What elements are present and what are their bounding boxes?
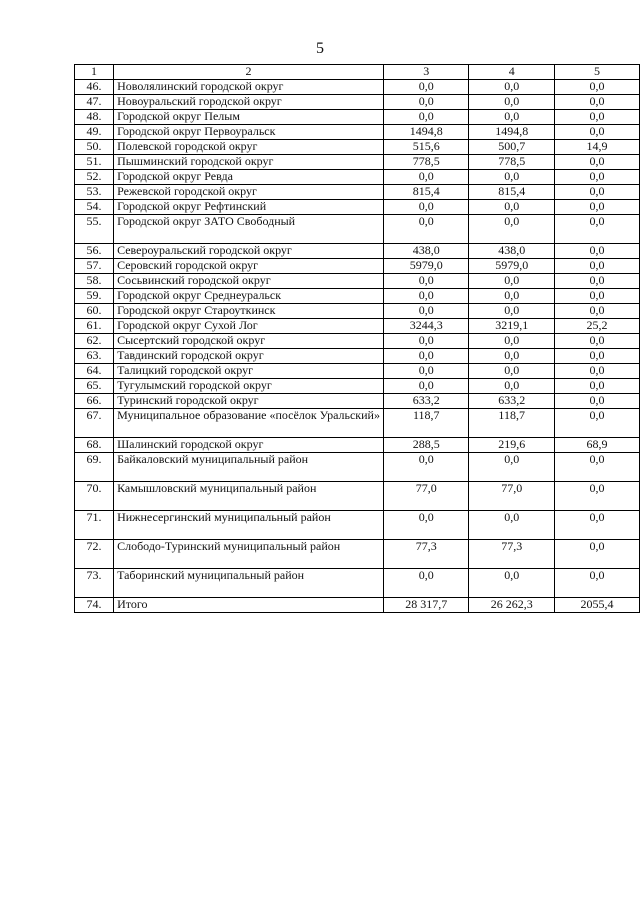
table-row [75,409,640,438]
header-cell-2: 2 [114,65,384,80]
row-number: 55. [75,215,114,244]
municipality-name: Таборинский муниципальный район [114,569,384,598]
row-number: 46. [75,80,114,95]
value-col5: 0,0 [554,155,639,170]
row-number: 65. [75,379,114,394]
table-row [75,95,640,110]
row-number: 56. [75,244,114,259]
value-col4: 0,0 [469,453,554,482]
row-number: 51. [75,155,114,170]
value-col3: 0,0 [383,95,468,110]
row-number: 47. [75,95,114,110]
table-row [75,289,640,304]
value-col5: 0,0 [554,304,639,319]
value-col4: 26 262,3 [469,598,554,613]
table-row [75,482,640,511]
value-col4: 77,0 [469,482,554,511]
value-col5: 0,0 [554,80,639,95]
value-col3: 0,0 [383,170,468,185]
table-row [75,349,640,364]
value-col3: 778,5 [383,155,468,170]
value-col5: 0,0 [554,364,639,379]
table-header-row [75,65,640,80]
municipality-name: Талицкий городской округ [114,364,384,379]
table-row [75,379,640,394]
value-col4: 0,0 [469,80,554,95]
value-col5: 0,0 [554,274,639,289]
row-number: 72. [75,540,114,569]
header-cell-1: 1 [75,65,114,80]
municipality-name: Туринский городской округ [114,394,384,409]
table-row [75,453,640,482]
municipality-name: Тугулымский городской округ [114,379,384,394]
value-col5: 0,0 [554,409,639,438]
value-col4: 0,0 [469,274,554,289]
value-col4: 0,0 [469,110,554,125]
value-col3: 0,0 [383,304,468,319]
value-col5: 0,0 [554,110,639,125]
municipality-name: Нижнесергинский муниципальный район [114,511,384,540]
value-col5: 25,2 [554,319,639,334]
value-col5: 0,0 [554,259,639,274]
municipality-name: Новоуральский городской округ [114,95,384,110]
municipality-name: Городской округ Пелым [114,110,384,125]
row-number: 73. [75,569,114,598]
page-number: 5 [316,40,324,57]
value-col3: 0,0 [383,334,468,349]
table-row [75,185,640,200]
table-row [75,140,640,155]
table-row [75,274,640,289]
value-col5: 0,0 [554,170,639,185]
table-row [75,170,640,185]
value-col3: 0,0 [383,511,468,540]
value-col4: 0,0 [469,95,554,110]
row-number: 62. [75,334,114,349]
row-number: 48. [75,110,114,125]
row-number: 49. [75,125,114,140]
value-col5: 0,0 [554,289,639,304]
table-row [75,364,640,379]
value-col4: 5979,0 [469,259,554,274]
municipality-name: Серовский городской округ [114,259,384,274]
table-row [75,598,640,613]
value-col5: 2055,4 [554,598,639,613]
row-number: 63. [75,349,114,364]
value-col4: 219,6 [469,438,554,453]
municipality-name: Полевской городской округ [114,140,384,155]
municipality-name: Байкаловский муниципальный район [114,453,384,482]
row-number: 67. [75,409,114,438]
municipality-name: Камышловский муниципальный район [114,482,384,511]
value-col4: 0,0 [469,364,554,379]
value-col5: 0,0 [554,569,639,598]
municipality-name: Слободо-Туринский муниципальный район [114,540,384,569]
table-row [75,125,640,140]
row-number: 50. [75,140,114,155]
municipality-name: Режевской городской округ [114,185,384,200]
value-col5: 0,0 [554,185,639,200]
value-col3: 0,0 [383,349,468,364]
row-number: 68. [75,438,114,453]
value-col3: 3244,3 [383,319,468,334]
value-col4: 1494,8 [469,125,554,140]
table-row [75,511,640,540]
row-number: 61. [75,319,114,334]
municipality-name: Шалинский городской округ [114,438,384,453]
value-col3: 0,0 [383,274,468,289]
municipality-name: Тавдинский городской округ [114,349,384,364]
municipality-name: Городской округ Ревда [114,170,384,185]
municipality-name: Городской округ Староуткинск [114,304,384,319]
value-col4: 77,3 [469,540,554,569]
value-col3: 118,7 [383,409,468,438]
value-col5: 0,0 [554,95,639,110]
value-col5: 0,0 [554,453,639,482]
header-cell-4: 4 [469,65,554,80]
value-col3: 28 317,7 [383,598,468,613]
row-number: 71. [75,511,114,540]
row-number: 64. [75,364,114,379]
table-row [75,80,640,95]
municipality-name: Городской округ Сухой Лог [114,319,384,334]
row-number: 60. [75,304,114,319]
value-col4: 3219,1 [469,319,554,334]
value-col5: 0,0 [554,244,639,259]
table-row [75,155,640,170]
municipality-name: Сосьвинский городской округ [114,274,384,289]
row-number: 57. [75,259,114,274]
value-col3: 0,0 [383,110,468,125]
value-col3: 0,0 [383,379,468,394]
data-table [74,64,640,613]
value-col3: 0,0 [383,569,468,598]
value-col3: 0,0 [383,364,468,379]
municipality-name: Итого [114,598,384,613]
row-number: 58. [75,274,114,289]
value-col3: 1494,8 [383,125,468,140]
value-col5: 0,0 [554,215,639,244]
municipality-name: Городской округ ЗАТО Свободный [114,215,384,244]
value-col4: 0,0 [469,569,554,598]
municipality-name: Сысертский городской округ [114,334,384,349]
municipality-name: Североуральский городской округ [114,244,384,259]
value-col4: 0,0 [469,349,554,364]
row-number: 69. [75,453,114,482]
value-col4: 0,0 [469,304,554,319]
table-row [75,438,640,453]
value-col5: 0,0 [554,511,639,540]
value-col5: 0,0 [554,125,639,140]
value-col4: 0,0 [469,334,554,349]
municipality-name: Новолялинский городской округ [114,80,384,95]
value-col3: 0,0 [383,215,468,244]
value-col5: 0,0 [554,540,639,569]
value-col5: 0,0 [554,200,639,215]
value-col3: 288,5 [383,438,468,453]
municipality-name: Муниципальное образование «посёлок Уральский» [114,409,384,438]
municipality-name: Пышминский городской округ [114,155,384,170]
value-col3: 515,6 [383,140,468,155]
value-col5: 14,9 [554,140,639,155]
table-row [75,200,640,215]
row-number: 54. [75,200,114,215]
value-col3: 77,3 [383,540,468,569]
table-row [75,569,640,598]
table-row [75,244,640,259]
row-number: 66. [75,394,114,409]
value-col5: 0,0 [554,379,639,394]
row-number: 52. [75,170,114,185]
row-number: 53. [75,185,114,200]
municipality-name: Городской округ Среднеуральск [114,289,384,304]
value-col4: 438,0 [469,244,554,259]
table-row [75,215,640,244]
value-col4: 0,0 [469,511,554,540]
value-col4: 778,5 [469,155,554,170]
value-col4: 0,0 [469,170,554,185]
table-row [75,540,640,569]
header-cell-3: 3 [383,65,468,80]
value-col5: 0,0 [554,394,639,409]
value-col4: 633,2 [469,394,554,409]
table-row [75,259,640,274]
value-col4: 0,0 [469,215,554,244]
value-col5: 0,0 [554,349,639,364]
value-col5: 0,0 [554,334,639,349]
value-col4: 0,0 [469,200,554,215]
value-col5: 0,0 [554,482,639,511]
value-col4: 815,4 [469,185,554,200]
value-col3: 0,0 [383,453,468,482]
value-col3: 5979,0 [383,259,468,274]
header-cell-5: 5 [554,65,639,80]
value-col3: 815,4 [383,185,468,200]
table-row [75,394,640,409]
table-row [75,334,640,349]
value-col5: 68,9 [554,438,639,453]
value-col3: 0,0 [383,289,468,304]
value-col4: 118,7 [469,409,554,438]
table-row [75,319,640,334]
value-col4: 500,7 [469,140,554,155]
value-col4: 0,0 [469,379,554,394]
row-number: 74. [75,598,114,613]
row-number: 59. [75,289,114,304]
table-row [75,110,640,125]
value-col3: 438,0 [383,244,468,259]
value-col3: 0,0 [383,80,468,95]
value-col3: 77,0 [383,482,468,511]
value-col4: 0,0 [469,289,554,304]
value-col3: 633,2 [383,394,468,409]
municipality-name: Городской округ Рефтинский [114,200,384,215]
table-row [75,304,640,319]
row-number: 70. [75,482,114,511]
municipality-name: Городской округ Первоуральск [114,125,384,140]
value-col3: 0,0 [383,200,468,215]
